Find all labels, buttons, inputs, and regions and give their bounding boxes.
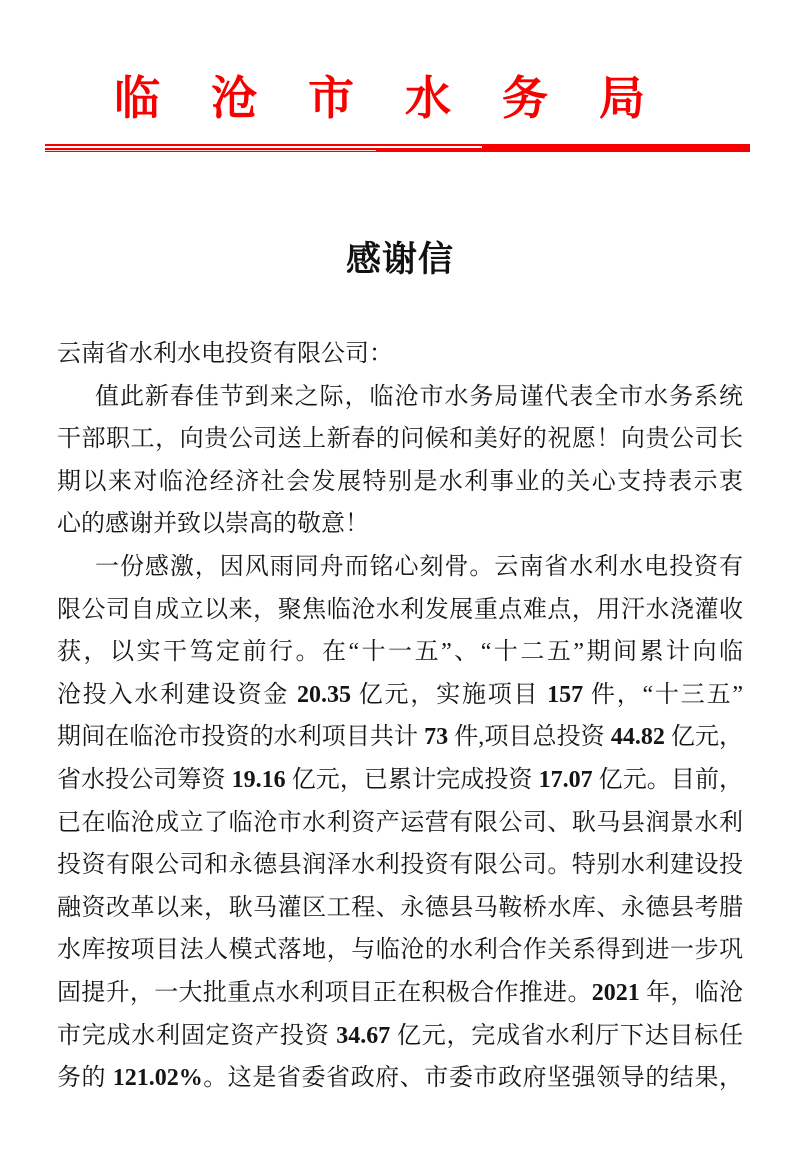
letter-text: 市完成水利固定资产投资 xyxy=(57,1022,337,1049)
statistic-value: 34.67 xyxy=(336,1022,391,1049)
letter-text: 水库按项目法人模式落地，与临沧的水利合作关系得到进一步巩 xyxy=(57,937,743,964)
letter-line xyxy=(57,972,743,1015)
statistic-value: 17.07 xyxy=(538,766,593,793)
letter-line xyxy=(57,802,743,845)
statistic-value: 44.82 xyxy=(610,724,665,751)
letter-text: 亿元， xyxy=(664,724,743,751)
statistic-value: 19.16 xyxy=(231,766,286,793)
letter-text: 年，临沧 xyxy=(639,979,743,1006)
bureau-name: 临沧市水务局 xyxy=(114,73,696,124)
letter-text: 亿元，已累计完成投资 xyxy=(285,766,539,793)
letter-line xyxy=(57,631,743,674)
letter-line xyxy=(57,1015,743,1058)
letter-text: 干部职工，向贵公司送上新春的问候和美好的祝愿！向贵公司长 xyxy=(57,426,743,453)
letter-text: 固提升，一大批重点水利项目正在积极合作推进。 xyxy=(57,979,592,1006)
letter-text: 亿元，实施项目 xyxy=(350,681,548,708)
letter-line xyxy=(57,333,743,376)
letter-text: 值此新春佳节到来之际，临沧市水务局谨代表全市水务系统 xyxy=(95,383,743,410)
letter-line xyxy=(57,844,743,887)
letter-line xyxy=(57,461,743,504)
letter-text: 沧投入水利建设资金 xyxy=(57,681,297,708)
letter-text: 亿元，完成省水利厅下达目标任 xyxy=(390,1022,743,1049)
letter-text: 投资有限公司和永德县润泽水利投资有限公司。特别水利建设投 xyxy=(57,852,743,879)
letter-line xyxy=(57,418,743,461)
letter-text: 融资改革以来，耿马灌区工程、永德县马鞍桥水库、永德县考腊 xyxy=(57,894,743,921)
letter-text: 期间在临沧市投资的水利项目共计 xyxy=(57,724,425,751)
letter-text: 一份感激，因风雨同舟而铭心刻骨。云南省水利水电投资有 xyxy=(95,553,743,580)
letter-line xyxy=(57,887,743,930)
letter-title: 感谢信 xyxy=(345,240,454,279)
statistic-value: 2021 xyxy=(591,979,640,1006)
letter-line xyxy=(57,589,743,632)
letter-text: 。这是省委省政府、市委市政府坚强领导的结果， xyxy=(202,1065,743,1092)
letter-text: 限公司自成立以来，聚焦临沧水利发展重点难点，用汗水浇灌收 xyxy=(57,596,743,623)
statistic-value: 73 xyxy=(424,724,449,751)
letter-text: 获，以实干笃定前行。在“十一五”、“十二五”期间累计向临 xyxy=(57,639,743,666)
red-separator-line xyxy=(45,144,750,152)
letter-text: 件,项目总投资 xyxy=(448,724,611,751)
statistic-value: 121.02% xyxy=(112,1065,203,1092)
letter-text: 心的感谢并致以崇高的敬意！ xyxy=(57,511,369,538)
letter-text: 已在临沧成立了临沧市水利资产运营有限公司、耿马县润景水利 xyxy=(57,809,743,836)
letter-line xyxy=(57,1057,743,1100)
letter-line xyxy=(57,674,743,717)
letter-line xyxy=(57,376,743,419)
letter-line xyxy=(57,929,743,972)
statistic-value: 157 xyxy=(547,681,584,708)
letter-text: 务的 xyxy=(57,1065,113,1092)
letter-line xyxy=(57,503,743,546)
letter-line xyxy=(57,716,743,759)
letter-body xyxy=(57,333,743,1100)
letter-text: 亿元。目前， xyxy=(592,766,743,793)
letter-text: 件，“十三五” xyxy=(583,681,743,708)
letter-line xyxy=(57,546,743,589)
letter-text: 期以来对临沧经济社会发展特别是水利事业的关心支持表示衷 xyxy=(57,468,743,495)
statistic-value: 20.35 xyxy=(296,681,351,708)
letter-text: 省水投公司筹资 xyxy=(57,766,232,793)
letter-line xyxy=(57,759,743,802)
letter-text: 云南省水利水电投资有限公司： xyxy=(57,341,393,367)
